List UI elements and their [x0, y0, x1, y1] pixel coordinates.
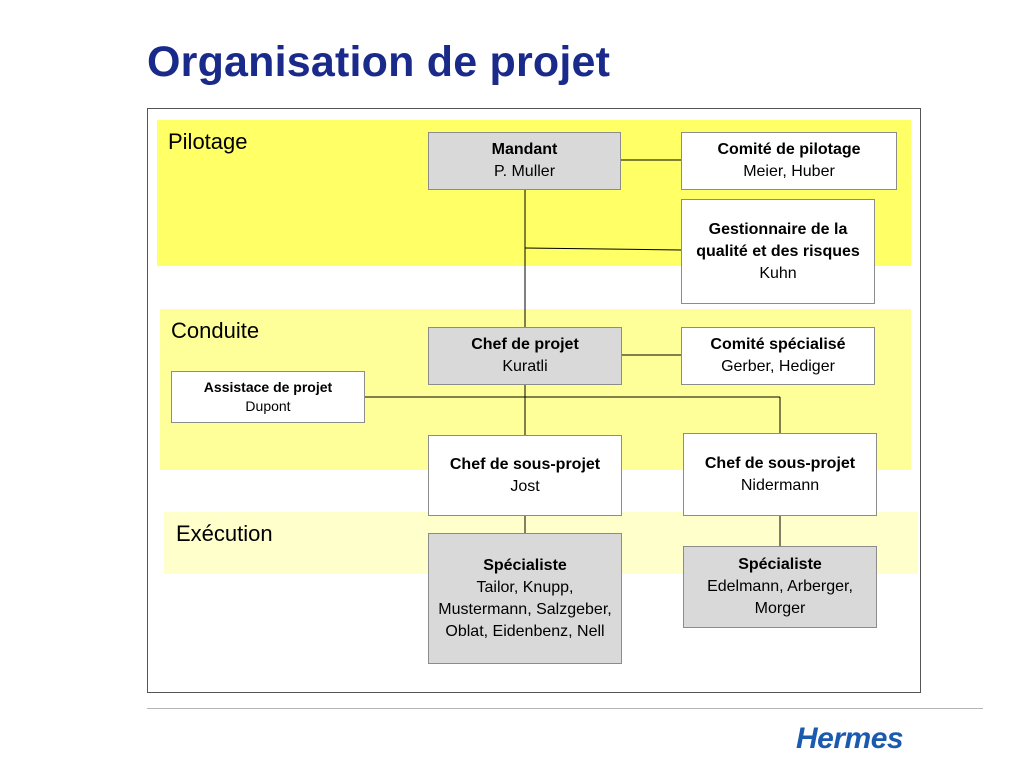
- node-assistance-projet: [171, 371, 365, 423]
- node-role: Comité de pilotage: [717, 141, 861, 158]
- node-chef-projet: [428, 327, 622, 385]
- page-title: Organisation de projet: [147, 38, 611, 86]
- node-names: Tailor, Knupp, Mustermann, Salzgeber, Oblat, Eidenbenz, Nell: [438, 578, 612, 640]
- node-role: Assistace de projet: [203, 379, 333, 395]
- node-role: Spécialiste: [738, 556, 822, 573]
- node-names: Dupont: [245, 398, 291, 414]
- node-role: Chef de sous-projet: [704, 454, 856, 472]
- node-chef-sous-projet-1: [428, 435, 622, 516]
- node-names: Nidermann: [740, 476, 820, 494]
- node-specialiste-2: [683, 546, 877, 628]
- node-names: Kuratli: [502, 358, 548, 375]
- node-names: Kuhn: [759, 264, 797, 282]
- hermes-logo: Hermes: [796, 722, 904, 755]
- band-label-conduite: Conduite: [171, 318, 260, 343]
- footer-divider: [147, 708, 983, 709]
- band-label-execution: Exécution: [176, 521, 273, 546]
- node-role: Mandant: [491, 141, 558, 158]
- node-specialiste-1: [428, 533, 622, 664]
- band-label-pilotage: Pilotage: [168, 129, 248, 154]
- node-comite-specialise: [681, 327, 875, 385]
- node-role: Spécialiste: [483, 556, 567, 574]
- node-mandant: [428, 132, 621, 190]
- node-comite-pilotage: [681, 132, 897, 190]
- node-gestionnaire-qualite: [681, 199, 875, 304]
- node-chef-sous-projet-2: [683, 433, 877, 516]
- node-names: Edelmann, Arberger, Morger: [707, 578, 853, 617]
- node-role: Comité spécialisé: [710, 336, 846, 353]
- node-role: Gestionnaire de la qualité et des risques: [696, 220, 860, 260]
- node-role: Chef de sous-projet: [449, 455, 601, 473]
- node-role: Chef de projet: [471, 336, 579, 353]
- node-names: Meier, Huber: [743, 163, 835, 180]
- node-names: P. Muller: [493, 163, 556, 180]
- node-names: Gerber, Hediger: [721, 358, 835, 375]
- node-names: Jost: [510, 477, 540, 495]
